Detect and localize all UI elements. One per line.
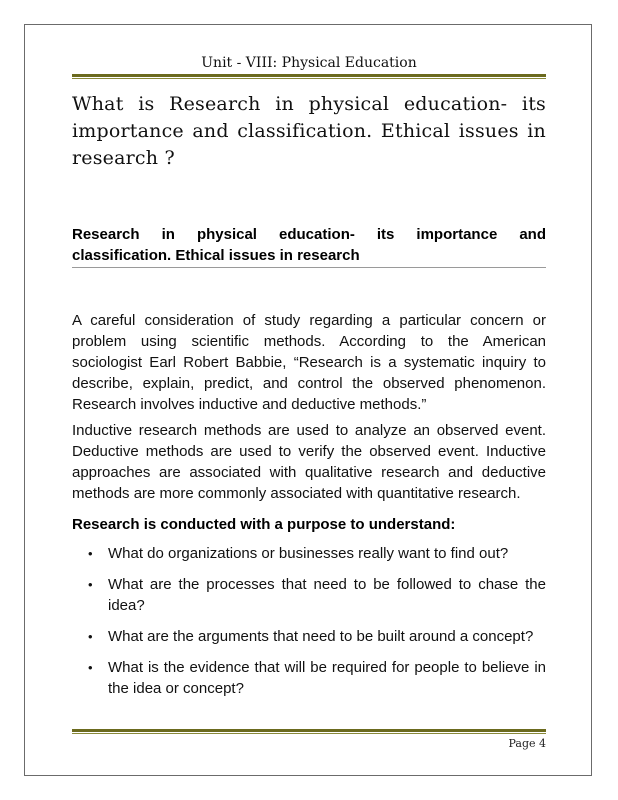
bullet-icon: • <box>88 629 93 644</box>
header-rule <box>72 74 546 79</box>
list-item <box>72 657 546 699</box>
purpose-list <box>72 543 546 709</box>
paragraph-definition: A careful consideration of study regarding a particular concern or problem using scientific methods. According to the American sociologist Earl Robert Babbie, “Research is a systematic inquiry to describe, explain, predict, and control the observed phenomenon. Research involves inductive and deductive methods.” <box>72 312 546 413</box>
list-item-text: What do organizations or businesses really want to find out? <box>108 545 509 562</box>
list-item <box>72 543 546 564</box>
paragraph-methods: Inductive research methods are used to analyze an observed event. Deductive methods are used to verify the observed event. Inductive approaches are associated with qualitative research and deductive methods are more commonly associated with quantitative research. <box>72 422 546 502</box>
list-item <box>72 574 546 616</box>
bullet-icon: • <box>88 546 93 561</box>
document-title: What is Research in physical education- its importance and classification. Ethical issues in research ? <box>72 93 546 169</box>
footer-rule <box>72 729 546 734</box>
list-item-text: What are the processes that need to be followed to chase the idea? <box>108 576 546 614</box>
purpose-heading: Research is conducted with a purpose to understand: <box>72 516 456 533</box>
list-item-text: What are the arguments that need to be built around a concept? <box>108 628 534 645</box>
section-heading <box>72 224 546 266</box>
bullet-icon: • <box>88 660 93 675</box>
page-number: Page 4 <box>508 737 546 750</box>
list-item-text: What is the evidence that will be required for people to believe in the idea or concept? <box>108 659 546 697</box>
section-divider <box>72 267 546 268</box>
bullet-icon: • <box>88 577 93 592</box>
section-heading-line-2: classification. Ethical issues in research <box>72 247 360 264</box>
list-item <box>72 626 546 647</box>
page-header: Unit - VIII: Physical Education <box>201 55 417 71</box>
section-heading-line-1: Research in physical education- its importance and <box>72 226 546 243</box>
